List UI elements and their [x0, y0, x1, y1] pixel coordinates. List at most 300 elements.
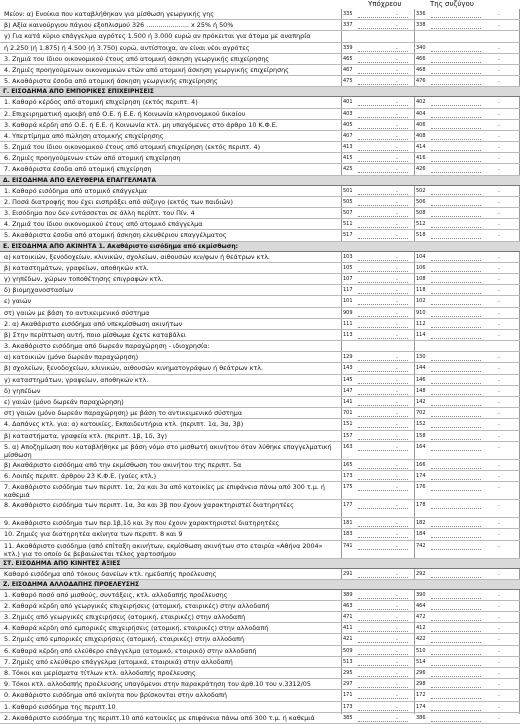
code-filer: 173	[343, 472, 353, 479]
code-spouse: 178	[416, 502, 426, 509]
amount-field-spouse[interactable]	[431, 625, 481, 632]
row-label: 2. Ποσά διατροφής που έχει εισπράξει από σύζυγο (εκτός των παιδιών)	[4, 197, 233, 206]
amount-field-spouse[interactable]	[431, 67, 481, 74]
amount-field-filer[interactable]	[358, 399, 408, 406]
amount-field-filer[interactable]	[358, 155, 408, 162]
code-filer: 413	[343, 144, 353, 151]
code-spouse: 292	[416, 570, 426, 577]
decimal-dot-filer: .	[396, 635, 398, 643]
amount-field-spouse[interactable]	[431, 484, 481, 491]
form-row	[0, 263, 520, 274]
amount-field-spouse[interactable]	[431, 122, 481, 129]
code-filer: 511	[343, 221, 353, 228]
row-label: ε) γαιών	[4, 297, 32, 306]
amount-field-filer[interactable]	[358, 144, 408, 151]
amount-field-spouse[interactable]	[431, 377, 481, 384]
decimal-dot-filer: .	[396, 569, 398, 577]
code-spouse: 336	[416, 11, 426, 17]
section-title: Ζ. ΕΙΣΟΔΗΜΑ ΑΛΛΟΔΑΠΗΣ ΠΡΟΕΛΕΥΣΗΣ	[3, 580, 140, 588]
code-filer: 471	[343, 614, 353, 621]
amount-field-filer[interactable]	[358, 22, 408, 29]
code-spouse: 406	[416, 121, 426, 128]
code-spouse: 158	[416, 432, 426, 439]
amount-field-filer[interactable]	[358, 354, 408, 361]
code-filer: 517	[343, 232, 353, 239]
decimal-dot-spouse: .	[498, 691, 500, 699]
amount-field-spouse[interactable]	[431, 111, 481, 118]
amount-field-spouse[interactable]	[431, 332, 481, 339]
decimal-dot-spouse: .	[498, 713, 500, 721]
decimal-dot-filer: .	[396, 501, 398, 509]
amount-field-spouse[interactable]	[431, 433, 481, 440]
code-spouse: 512	[416, 221, 426, 228]
amount-field-spouse[interactable]	[431, 254, 481, 261]
code-spouse: 182	[416, 520, 426, 527]
amount-field-filer[interactable]	[358, 199, 408, 206]
amount-field-filer[interactable]	[358, 254, 408, 261]
decimal-dot-filer: .	[396, 98, 398, 106]
row-label: 7. Ζημιές από ελεύθερο επάγγελμα (ατομικά, εταιρικά) στην αλλοδαπή	[4, 657, 233, 666]
decimal-dot-spouse: .	[498, 541, 500, 549]
code-spouse: 142	[416, 399, 426, 405]
form-row	[0, 482, 520, 500]
amount-field-filer[interactable]	[358, 221, 408, 228]
row-label: 2. Καθαρά κέρδη από γεωργικές επιχειρήσεις (ατομική, εταιρικές) στην αλλοδαπή	[4, 601, 270, 610]
decimal-dot-filer: .	[396, 120, 398, 128]
amount-field-spouse[interactable]	[431, 276, 481, 283]
amount-field-filer[interactable]	[358, 421, 408, 428]
row-label: στ) γαιών (μόνο δωρεάν παραχώρηση) με βάση το αντικειμενικό σύστημα	[4, 409, 243, 418]
amount-field-spouse[interactable]	[431, 133, 481, 140]
decimal-dot-spouse: .	[498, 286, 500, 294]
code-spouse: 148	[416, 387, 426, 394]
row-label: 3. Εισόδημα που δεν εντάσσεται σε άλλη περίπτ. του Πίν. 4	[4, 209, 195, 217]
code-spouse: 910	[416, 309, 426, 316]
form-row	[0, 230, 520, 241]
amount-field-filer[interactable]	[358, 133, 408, 140]
amount-field-spouse[interactable]	[431, 298, 481, 305]
decimal-dot-spouse: .	[498, 98, 500, 106]
amount-field-filer[interactable]	[358, 520, 408, 527]
amount-field-filer[interactable]	[358, 56, 408, 63]
code-filer: 147	[343, 387, 353, 394]
decimal-dot-filer: .	[396, 154, 398, 162]
amount-field-filer[interactable]	[358, 188, 408, 195]
amount-field-spouse[interactable]	[431, 704, 481, 711]
amount-field-spouse[interactable]	[431, 473, 481, 480]
decimal-dot-filer: .	[396, 530, 398, 538]
form-row	[0, 702, 520, 713]
form-row	[0, 623, 520, 634]
decimal-dot-filer: .	[396, 420, 398, 428]
code-filer: 465	[343, 55, 353, 62]
amount-field-filer[interactable]	[358, 99, 408, 106]
code-spouse: 408	[416, 132, 426, 139]
form-row	[0, 657, 520, 668]
form-row	[0, 274, 520, 285]
amount-field-filer[interactable]	[358, 462, 408, 469]
amount-field-filer[interactable]	[358, 543, 408, 550]
code-filer: 339	[343, 44, 353, 51]
amount-field-filer[interactable]	[358, 388, 408, 395]
amount-field-spouse[interactable]	[431, 45, 481, 52]
tax-form-table	[0, 9, 520, 724]
decimal-dot-spouse: .	[498, 613, 500, 621]
column-header	[0, 0, 520, 9]
amount-field-spouse[interactable]	[431, 421, 481, 428]
amount-field-spouse[interactable]	[431, 715, 481, 722]
decimal-dot-spouse: .	[498, 77, 500, 85]
row-label: 6. Καθαρά κέρδη από ελεύθερο επάγγελμα (ατομικό, εταιρικό) στην αλλοδαπή	[4, 646, 257, 655]
code-filer: 111	[343, 320, 353, 327]
decimal-dot-filer: .	[396, 431, 398, 439]
decimal-dot-spouse: .	[498, 409, 500, 417]
row-label: 7. Ακαθάριστα έσοδα από ατομική επιχείρηση	[4, 165, 152, 174]
form-row	[0, 131, 520, 142]
code-filer: 181	[343, 520, 353, 527]
form-row	[0, 197, 520, 208]
decimal-dot-filer: .	[396, 471, 398, 479]
row-label: β) Αξία καινούργιου πάγιου εξοπλισμού 326 ..................... x 25% ή 50%	[4, 21, 234, 30]
row-label: 3. Ακαθάριστο εισόδημα από δωρεάν παραχώρηση - ιδιοχρησία:	[4, 342, 210, 351]
decimal-dot-spouse: .	[498, 471, 500, 479]
amount-field-spouse[interactable]	[431, 265, 481, 272]
amount-field-filer[interactable]	[358, 232, 408, 239]
code-spouse: 518	[416, 232, 426, 239]
amount-field-filer[interactable]	[358, 433, 408, 440]
amount-field-spouse[interactable]	[431, 692, 481, 699]
code-spouse: 508	[416, 210, 426, 216]
amount-field-spouse[interactable]	[431, 232, 481, 239]
amount-field-filer[interactable]	[358, 67, 408, 74]
decimal-dot-filer: .	[396, 353, 398, 361]
amount-field-spouse[interactable]	[431, 444, 481, 451]
form-row	[0, 296, 520, 307]
form-row	[0, 634, 520, 645]
row-label: α) κατοικιών (μόνο δωρεάν παραχώρηση)	[4, 353, 139, 362]
row-label: β) Στην περίπτωση αυτή, ποιο μίσθωμα έχετε καταβάλει	[4, 330, 187, 339]
code-filer: 505	[343, 198, 353, 205]
code-filer: 117	[343, 287, 353, 294]
decimal-dot-filer: .	[396, 319, 398, 327]
decimal-dot-filer: .	[396, 54, 398, 62]
code-spouse: 108	[416, 275, 426, 282]
amount-field-spouse[interactable]	[431, 166, 481, 173]
decimal-dot-spouse: .	[498, 165, 500, 173]
code-filer: 425	[343, 166, 353, 173]
amount-field-filer[interactable]	[358, 571, 408, 578]
amount-field-spouse[interactable]	[431, 681, 481, 688]
row-label: 3. Καθαρά κέρδη από Ο.Ε. ή Ε.Ε. ή Κοινωνία κτλ. μη υπαγόμενες στο άρθρο 10 Κ.Φ.Ε.	[4, 120, 278, 129]
decimal-dot-filer: .	[396, 43, 398, 51]
section-heading	[0, 87, 520, 97]
form-row	[0, 419, 520, 430]
amount-field-filer[interactable]	[358, 502, 408, 509]
form-row	[0, 219, 520, 230]
row-label: 1. Καθαρό εισόδημα της περιπτ.10	[4, 702, 116, 711]
amount-field-spouse[interactable]	[431, 603, 481, 610]
code-filer: 129	[343, 354, 353, 361]
amount-field-spouse[interactable]	[431, 531, 481, 538]
decimal-dot-spouse: .	[498, 364, 500, 372]
amount-field-spouse[interactable]	[431, 462, 481, 469]
amount-field-spouse[interactable]	[431, 636, 481, 643]
row-label: 4. Υπερτίμημα από πώληση ατομικής επιχείρησης	[4, 131, 164, 140]
decimal-dot-filer: .	[396, 386, 398, 394]
amount-field-spouse[interactable]	[431, 210, 481, 217]
decimal-dot-spouse: .	[498, 353, 500, 361]
decimal-dot-filer: .	[396, 274, 398, 282]
decimal-dot-spouse: .	[498, 590, 500, 598]
decimal-dot-spouse: .	[498, 702, 500, 710]
decimal-dot-spouse: .	[498, 420, 500, 428]
decimal-dot-spouse: .	[498, 43, 500, 51]
amount-field-filer[interactable]	[358, 298, 408, 305]
decimal-dot-spouse: .	[498, 386, 500, 394]
amount-field-filer[interactable]	[358, 111, 408, 118]
amount-field-filer[interactable]	[358, 11, 408, 18]
code-spouse: 176	[416, 484, 426, 491]
decimal-dot-filer: .	[396, 460, 398, 468]
code-filer: 177	[343, 502, 353, 509]
code-spouse: 476	[416, 78, 426, 85]
decimal-dot-filer: .	[396, 231, 398, 239]
amount-field-spouse[interactable]	[431, 144, 481, 151]
code-filer: 415	[343, 155, 353, 162]
amount-field-filer[interactable]	[358, 636, 408, 643]
amount-field-spouse[interactable]	[431, 365, 481, 372]
amount-field-spouse[interactable]	[431, 99, 481, 106]
code-spouse: 402	[416, 99, 426, 106]
code-spouse: 702	[416, 410, 426, 417]
form-row	[0, 690, 520, 701]
decimal-dot-spouse: .	[498, 519, 500, 527]
form-row	[0, 142, 520, 153]
code-spouse: 502	[416, 187, 426, 194]
amount-field-spouse[interactable]	[431, 388, 481, 395]
amount-field-filer[interactable]	[358, 670, 408, 677]
decimal-dot-filer: .	[396, 131, 398, 139]
row-label: 1. Καθαρό κέρδος από ατομική επιχείρηση (εκτός περιπτ. 4)	[4, 98, 198, 107]
decimal-dot-filer: .	[396, 197, 398, 205]
code-spouse: 172	[416, 692, 426, 699]
amount-field-filer[interactable]	[358, 122, 408, 129]
form-row	[0, 76, 520, 87]
decimal-dot-spouse: .	[498, 501, 500, 509]
form-row	[0, 601, 520, 612]
section-heading	[0, 176, 520, 186]
form-row	[0, 43, 520, 54]
code-filer: 105	[343, 264, 353, 271]
amount-field-spouse[interactable]	[431, 410, 481, 417]
amount-field-filer[interactable]	[358, 332, 408, 339]
amount-field-filer[interactable]	[358, 715, 408, 722]
code-filer: 403	[343, 110, 353, 117]
amount-field-spouse[interactable]	[431, 543, 481, 550]
amount-field-filer[interactable]	[358, 365, 408, 372]
decimal-dot-spouse: .	[498, 330, 500, 338]
amount-field-spouse[interactable]	[431, 614, 481, 621]
amount-field-filer[interactable]	[358, 78, 408, 85]
row-label: α) κατοικιών, ξενοδοχείων, κλινικών, σχολείων, αιθουσών κιν/φων ή θεάτρων κτλ.	[4, 252, 271, 261]
form-row	[0, 442, 520, 460]
amount-field-filer[interactable]	[358, 265, 408, 272]
form-row	[0, 54, 520, 65]
form-row	[0, 386, 520, 397]
code-spouse: 112	[416, 320, 426, 327]
amount-field-spouse[interactable]	[431, 221, 481, 228]
decimal-dot-filer: .	[396, 220, 398, 228]
amount-field-filer[interactable]	[358, 484, 408, 491]
decimal-dot-filer: .	[396, 263, 398, 271]
code-filer: 421	[343, 636, 353, 643]
decimal-dot-spouse: .	[498, 460, 500, 468]
decimal-dot-filer: .	[396, 65, 398, 73]
amount-field-spouse[interactable]	[431, 155, 481, 162]
decimal-dot-filer: .	[396, 680, 398, 688]
code-filer: 183	[343, 531, 353, 538]
amount-field-filer[interactable]	[358, 681, 408, 688]
decimal-dot-spouse: .	[498, 680, 500, 688]
form-row	[0, 285, 520, 296]
code-filer: 389	[343, 591, 353, 598]
amount-field-filer[interactable]	[358, 45, 408, 52]
amount-field-spouse[interactable]	[431, 188, 481, 195]
code-filer: 107	[343, 275, 353, 282]
row-label: Μείον: α) Ενοίκια που καταβλήθηκαν για μίσθωση γεωργικής γης	[4, 10, 214, 18]
form-row	[0, 612, 520, 623]
code-filer: 513	[343, 658, 353, 665]
form-row	[0, 109, 520, 120]
amount-field-filer[interactable]	[358, 166, 408, 173]
decimal-dot-spouse: .	[498, 21, 500, 29]
decimal-dot-spouse: .	[498, 669, 500, 676]
code-filer: 295	[343, 670, 353, 676]
amount-field-filer[interactable]	[358, 377, 408, 384]
amount-field-filer[interactable]	[358, 614, 408, 621]
amount-field-filer[interactable]	[358, 210, 408, 217]
amount-field-filer[interactable]	[358, 659, 408, 666]
row-label: ή 2.250 (ή 1.875) ή 4.500 (ή 3.750) ευρώ, αντίστοιχα, αν είναι νέοι αγρότες	[4, 43, 250, 52]
amount-field-spouse[interactable]	[431, 56, 481, 63]
amount-field-filer[interactable]	[358, 592, 408, 599]
amount-field-filer[interactable]	[358, 287, 408, 294]
decimal-dot-filer: .	[396, 297, 398, 305]
amount-field-filer[interactable]	[358, 692, 408, 699]
amount-field-filer[interactable]	[358, 531, 408, 538]
amount-field-spouse[interactable]	[431, 11, 481, 18]
amount-field-spouse[interactable]	[431, 199, 481, 206]
row-label: 5. Ακαθάριστα έσοδα από ατομική άσκηση ελευθέριου επαγγέλματος	[4, 231, 227, 240]
decimal-dot-filer: .	[396, 364, 398, 372]
amount-field-spouse[interactable]	[431, 502, 481, 509]
amount-field-filer[interactable]	[358, 410, 408, 417]
amount-field-filer[interactable]	[358, 473, 408, 480]
amount-field-spouse[interactable]	[431, 78, 481, 85]
row-label: 8. Ακαθάριστο εισόδημα των περιπτ. 1α, 3α και 3β που έχουν χαρακτηριστεί διατηρητέες	[4, 501, 294, 510]
form-row	[0, 186, 520, 197]
decimal-dot-filer: .	[396, 669, 398, 676]
code-spouse: 426	[416, 166, 426, 173]
form-row	[0, 431, 520, 442]
decimal-dot-filer: .	[396, 252, 398, 260]
decimal-dot-filer: .	[396, 691, 398, 699]
amount-field-spouse[interactable]	[431, 659, 481, 666]
code-spouse: 174	[416, 703, 426, 710]
decimal-dot-spouse: .	[498, 274, 500, 282]
row-label: 5. α) Αποζημίωση που καταβλήθηκε με βάση νόμο στο μισθωτή ακινήτου όταν λύθηκε επαγγελματική μίσθωση	[4, 442, 332, 459]
amount-field-spouse[interactable]	[431, 571, 481, 578]
decimal-dot-filer: .	[396, 713, 398, 721]
code-spouse: 466	[416, 55, 426, 62]
code-spouse: 114	[416, 331, 426, 338]
amount-field-filer[interactable]	[358, 276, 408, 283]
amount-field-spouse[interactable]	[431, 399, 481, 406]
form-row	[0, 408, 520, 419]
code-filer: 101	[343, 298, 353, 305]
amount-field-spouse[interactable]	[431, 592, 481, 599]
row-label: 10. Ζημιές για διατηρητέα ακίνητα των περιπτ. 8 και 9	[4, 530, 183, 539]
amount-field-spouse[interactable]	[431, 310, 481, 317]
decimal-dot-spouse: .	[498, 231, 500, 239]
section-title: Δ. ΕΙΣΟΔΗΜΑ ΑΠΟ ΕΛΕΥΘΕΡΙΑ ΕΠΑΓΓΕΛΜΑΤΑ	[3, 176, 157, 184]
decimal-dot-filer: .	[396, 10, 398, 17]
code-filer: 157	[343, 432, 353, 439]
code-filer: 297	[343, 681, 353, 688]
decimal-dot-spouse: .	[498, 646, 500, 654]
form-row	[0, 352, 520, 363]
amount-field-spouse[interactable]	[431, 321, 481, 328]
amount-field-spouse[interactable]	[431, 670, 481, 677]
decimal-dot-spouse: .	[498, 120, 500, 128]
code-filer: 475	[343, 78, 353, 85]
row-label: 9. Τόκοι κτλ. αλλοδαπής προέλευσης υπαγόμενοι στην παρακράτηση του άρθ.10 του ν.3312/05	[4, 680, 311, 689]
form-row	[0, 330, 520, 341]
code-spouse: 416	[416, 155, 426, 162]
code-spouse: 174	[416, 472, 426, 479]
amount-field-filer[interactable]	[358, 321, 408, 328]
amount-field-spouse[interactable]	[431, 354, 481, 361]
amount-field-filer[interactable]	[358, 603, 408, 610]
row-label: 6. Ζημιές προηγούμενων ετών από ατομική επιχείρηση	[4, 154, 181, 163]
row-label: β) καταστήματα, γραφεία κτλ. (περιπτ. 1β, 1δ, 3γ)	[4, 431, 167, 440]
form-row	[0, 529, 520, 540]
row-label: Καθαρό εισόδημα από τόκους δανείων κτλ. ημεδαπής προέλευσης	[4, 569, 217, 578]
code-filer: 463	[343, 602, 353, 609]
amount-field-spouse[interactable]	[431, 287, 481, 294]
amount-field-filer[interactable]	[358, 704, 408, 711]
code-spouse: 152	[416, 421, 426, 428]
code-filer: 143	[343, 365, 353, 372]
decimal-dot-spouse: .	[498, 131, 500, 139]
amount-field-filer[interactable]	[358, 648, 408, 655]
amount-field-spouse[interactable]	[431, 520, 481, 527]
decimal-dot-filer: .	[396, 375, 398, 383]
amount-field-filer[interactable]	[358, 310, 408, 317]
amount-field-spouse[interactable]	[431, 22, 481, 29]
row-label: β) καταστημάτων, γραφείων, αποθηκών κτλ.	[4, 263, 149, 272]
code-filer: 509	[343, 647, 353, 654]
amount-field-filer[interactable]	[358, 444, 408, 451]
code-spouse: 296	[416, 670, 426, 676]
decimal-dot-spouse: .	[498, 186, 500, 194]
row-label: β) Ακαθάριστο εισόδημα από την εκμίσθωση του ακινήτου της περιπτ. 5α	[4, 460, 242, 469]
decimal-dot-filer: .	[396, 657, 398, 665]
amount-field-spouse[interactable]	[431, 648, 481, 655]
form-row	[0, 668, 520, 679]
amount-field-filer[interactable]	[358, 625, 408, 632]
form-row	[0, 397, 520, 408]
